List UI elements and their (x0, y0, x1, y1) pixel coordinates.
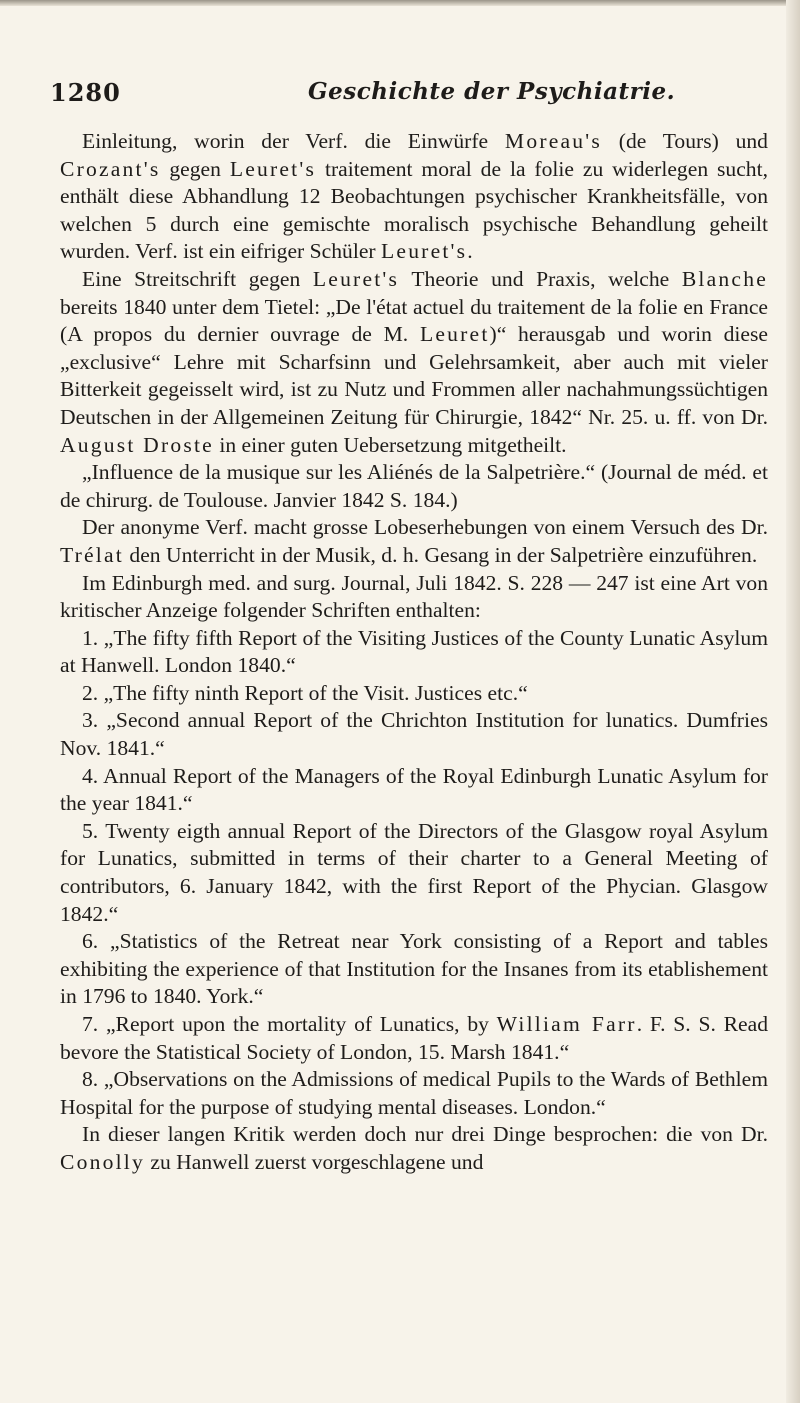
person-name: William Farr (496, 1012, 637, 1036)
paragraph-kritik: In dieser langen Kritik werden doch nur drei Dinge besprochen: die von Dr. Conolly zu Hanwell zuerst vorgeschlagene und (60, 1122, 768, 1174)
paragraph-moreau: Einleitung, worin der Verf. die Einwürfe Moreau's (de Tours) und Crozant's gegen Leuret's traitement moral de la folie zu widerlegen sucht, enthält diese Abhandlung 12 Beobachtungen psychischer Krankheitsfälle, von welchen 5 durch eine gemischte moralisch psychische Behandlung geheilt wurden. Verf. ist ein eifriger Schüler Leuret's. (60, 129, 768, 264)
page-right-edge (786, 0, 800, 1403)
person-name: Leuret's (229, 156, 317, 181)
person-name: Leuret (419, 322, 490, 347)
list-item-6: 6. „Statistics of the Retreat near York consisting of a Report and tables exhibiting the experience of that Institution for the Insanes from its etablishement in 1796 to 1840. York.“ (60, 929, 768, 1009)
list-item-3: 3. „Second annual Report of the Chrichton Institution for lunatics. Dumfries Nov. 1841.“ (60, 708, 768, 761)
list-item-5: 5. Twenty eigth annual Report of the Directors of the Glasgow royal Asylum for Lunatics, submitted in terms of their charter to a General Meeting of contributors, 6. January 1842, with the first Report of the Phycian. Glasgow 1842.“ (60, 818, 768, 926)
person-name: Conolly (60, 1149, 145, 1174)
person-name: August Droste (60, 432, 214, 457)
list-item-7: 7. „Report upon the mortality of Lunatics, by William Farr. F. S. S. Read bevore the Statistical Society of London, 15. Marsh 1841.“ (60, 1012, 768, 1064)
list-item-1: 1. „The fifty fifth Report of the Visiting Justices of the County Lunatic Asylum at Hanwell. London 1840.“ (60, 625, 768, 678)
body-text (60, 128, 768, 1177)
page-header (50, 78, 750, 118)
running-title: Geschichte der Psychiatrie. (308, 78, 676, 105)
page-number: 1280 (50, 78, 121, 107)
paragraph-blanche: Eine Streitschrift gegen Leuret's Theorie und Praxis, welche Blanche bereits 1840 unter dem Tietel: „De l'état actuel du traitement de la folie en France (A propos du dernier ouvrage de M. Leuret)“ herausgab und worin diese „exclusive“ Lehre mit Scharfsinn und Gelehrsamkeit, aber auch mit vieler Bitterkeit gegeisselt wird, ist zu Nutz und Frommen aller nachahmungssüchtigen Deutschen in der Allgemeinen Zeitung für Chirurgie, 1842“ Nr. 25. u. ff. von Dr. August Droste in einer guten Uebersetzung mitgetheilt. (60, 266, 769, 457)
paragraph-trelat: Der anonyme Verf. macht grosse Lobeserhebungen von einem Versuch des Dr. Trélat den Unterricht in der Musik, d. h. Gesang in der Salpetrière einzuführen. (60, 515, 768, 567)
person-name: Moreau's (504, 129, 602, 153)
list-item-8: 8. „Observations on the Admissions of medical Pupils to the Wards of Bethlem Hospital for the purpose of studying mental diseases. London.“ (60, 1067, 768, 1119)
person-name: Blanche (681, 266, 768, 291)
page-top-edge (0, 0, 800, 6)
person-name: Leuret's (312, 266, 400, 291)
person-name: Trélat (60, 542, 124, 567)
person-name: Leuret's (381, 239, 468, 264)
person-name: Crozant's (60, 156, 161, 181)
paragraph-musique: „Influence de la musique sur les Aliénés de la Salpetrière.“ (Journal de méd. et de chirurg. de Toulouse. Janvier 1842 S. 184.) (60, 460, 768, 512)
list-item-4: 4. Annual Report of the Managers of the Royal Edinburgh Lunatic Asylum for the year 1841.“ (60, 763, 768, 816)
list-item-2: 2. „The fifty ninth Report of the Visit. Justices etc.“ (82, 680, 528, 705)
paragraph-edinburgh: Im Edinburgh med. and surg. Journal, Juli 1842. S. 228 — 247 ist eine Art von kritischer Anzeige folgender Schriften enthalten: (60, 570, 768, 623)
